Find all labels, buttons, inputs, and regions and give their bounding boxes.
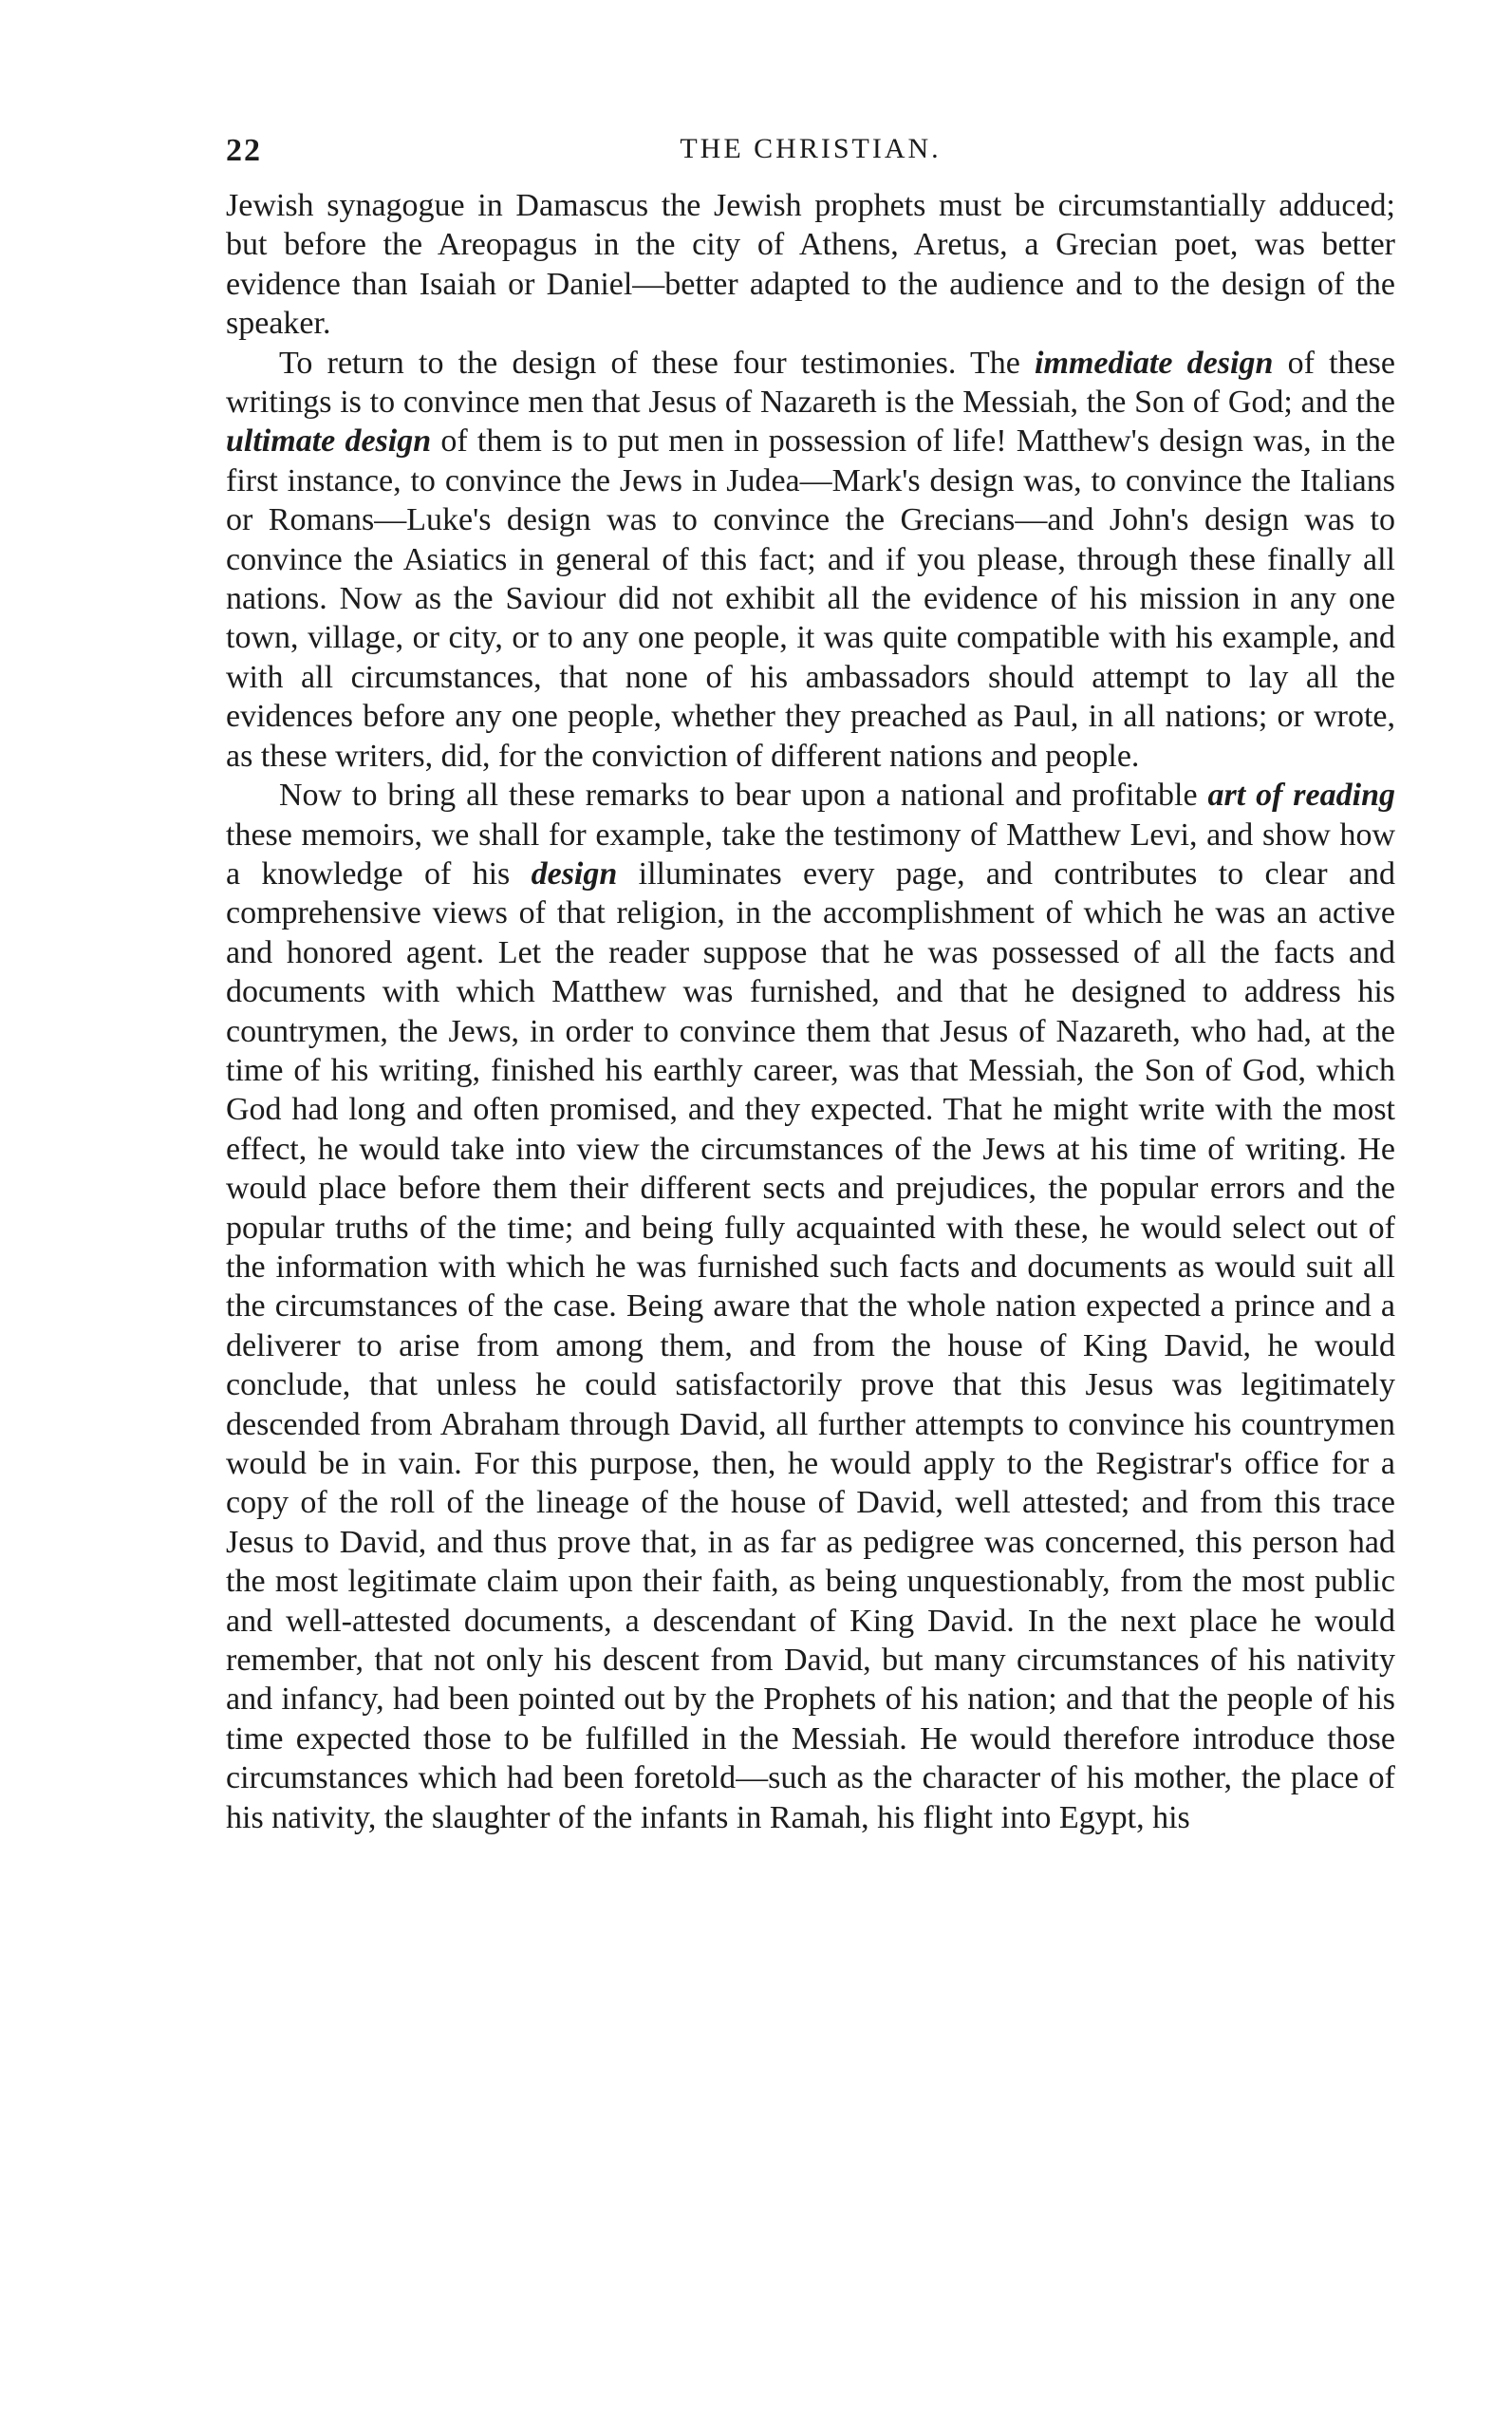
body-text xyxy=(226,186,1395,1837)
text-segment: To return to the design of these four testimonies. The xyxy=(279,345,1036,381)
text-segment: Now to bring all these remarks to bear upon a national and profitable xyxy=(279,778,1208,814)
italic-phrase: design xyxy=(531,855,618,892)
running-head xyxy=(226,133,1395,186)
text-segment: these memoirs, we shall for example, take the testimony of Matthew Levi, and show how a knowledge of his xyxy=(226,817,1395,892)
text-segment: Jewish synagogue in Damascus the Jewish prophets must be circumstantially adduced; but before the Areopagus in the city of Athens, Aretus, a Grecian poet, was better evidence than Isaiah or Daniel—better adapted to the audience and to the design of the speaker. xyxy=(226,188,1395,342)
book-page xyxy=(226,133,1395,1837)
text-segment: of these writings is to convince men that Jesus of Nazareth is the Messiah, the Son of God; and the xyxy=(226,345,1396,421)
paragraph xyxy=(226,344,1395,776)
paragraph xyxy=(226,186,1395,344)
running-title: THE CHRISTIAN. xyxy=(680,133,942,164)
text-segment: of them is to put men in possession of life! Matthew's design was, in the first instance, to convince the Jews in Judea—Mark's design was, to convince the Italians or Romans—Luke's design was to convince the Grecians—and John's design was to convince the Asiatics in general of this fact; and if you please, through these finally all nations. Now as the Saviour did not exhibit all the evidence of his mission in any one town, village, or city, or to any one people, it was quite compatible with his example, and with all circumstances, that none of his ambassadors should attempt to lay all the evidences before any one people, whether they preached as Paul, in all nations; or wrote, as these writers, did, for the conviction of different nations and people. xyxy=(226,423,1395,774)
italic-phrase: ultimate design xyxy=(226,423,432,460)
text-segment: illuminates every page, and contributes to clear and comprehensive views of that religion, in the accomplishment of which he was an active and honored agent. Let the reader suppose that he was possessed of all the facts and documents with which Matthew was furnished, and that he designed to address his countrymen, the Jews, in order to convince them that Jesus of Nazareth, who had, at the time of his writing, finished his earthly career, was that Messiah, the Son of God, which God had long and often promised, and they expected. That he might write with the most effect, he would take into view the circumstances of the Jews at his time of writing. He would place before them their different sects and prejudices, the popular errors and the popular truths of the time; and being fully acquainted with these, he would select out of the information with which he was furnished such facts and documents as would suit all the circumstances of the case. Being aware that the whole nation expected a prince and a deliverer to arise from among them, and from the house of King David, he would conclude, that unless he could satisfactorily prove that this Jesus was legitimately descended from Abraham through David, all further attempts to convince his countrymen would be in vain. For this purpose, then, he would apply to the Registrar's office for a copy of the roll of the lineage of the house of David, well attested; and from this trace Jesus to David, and thus prove that, in as far as pedigree was concerned, this person had the most legitimate claim upon their faith, as being unquestionably, from the most public and well-attested documents, a descendant of King David. In the next place he would remember, that not only his descent from David, but many circumstances of his nativity and infancy, had been pointed out by the Prophets of his nation; and that the people of his time expected those to be fulfilled in the Messiah. He would therefore introduce those circumstances which had been foretold—such as the character of his mother, the place of his nativity, the slaughter of the infants in Ramah, his flight into Egypt, his xyxy=(226,855,1395,1835)
italic-phrase: art of reading xyxy=(1207,778,1395,814)
italic-phrase: immediate design xyxy=(1035,345,1274,381)
page-number: 22 xyxy=(226,133,262,168)
paragraph xyxy=(226,776,1395,1837)
